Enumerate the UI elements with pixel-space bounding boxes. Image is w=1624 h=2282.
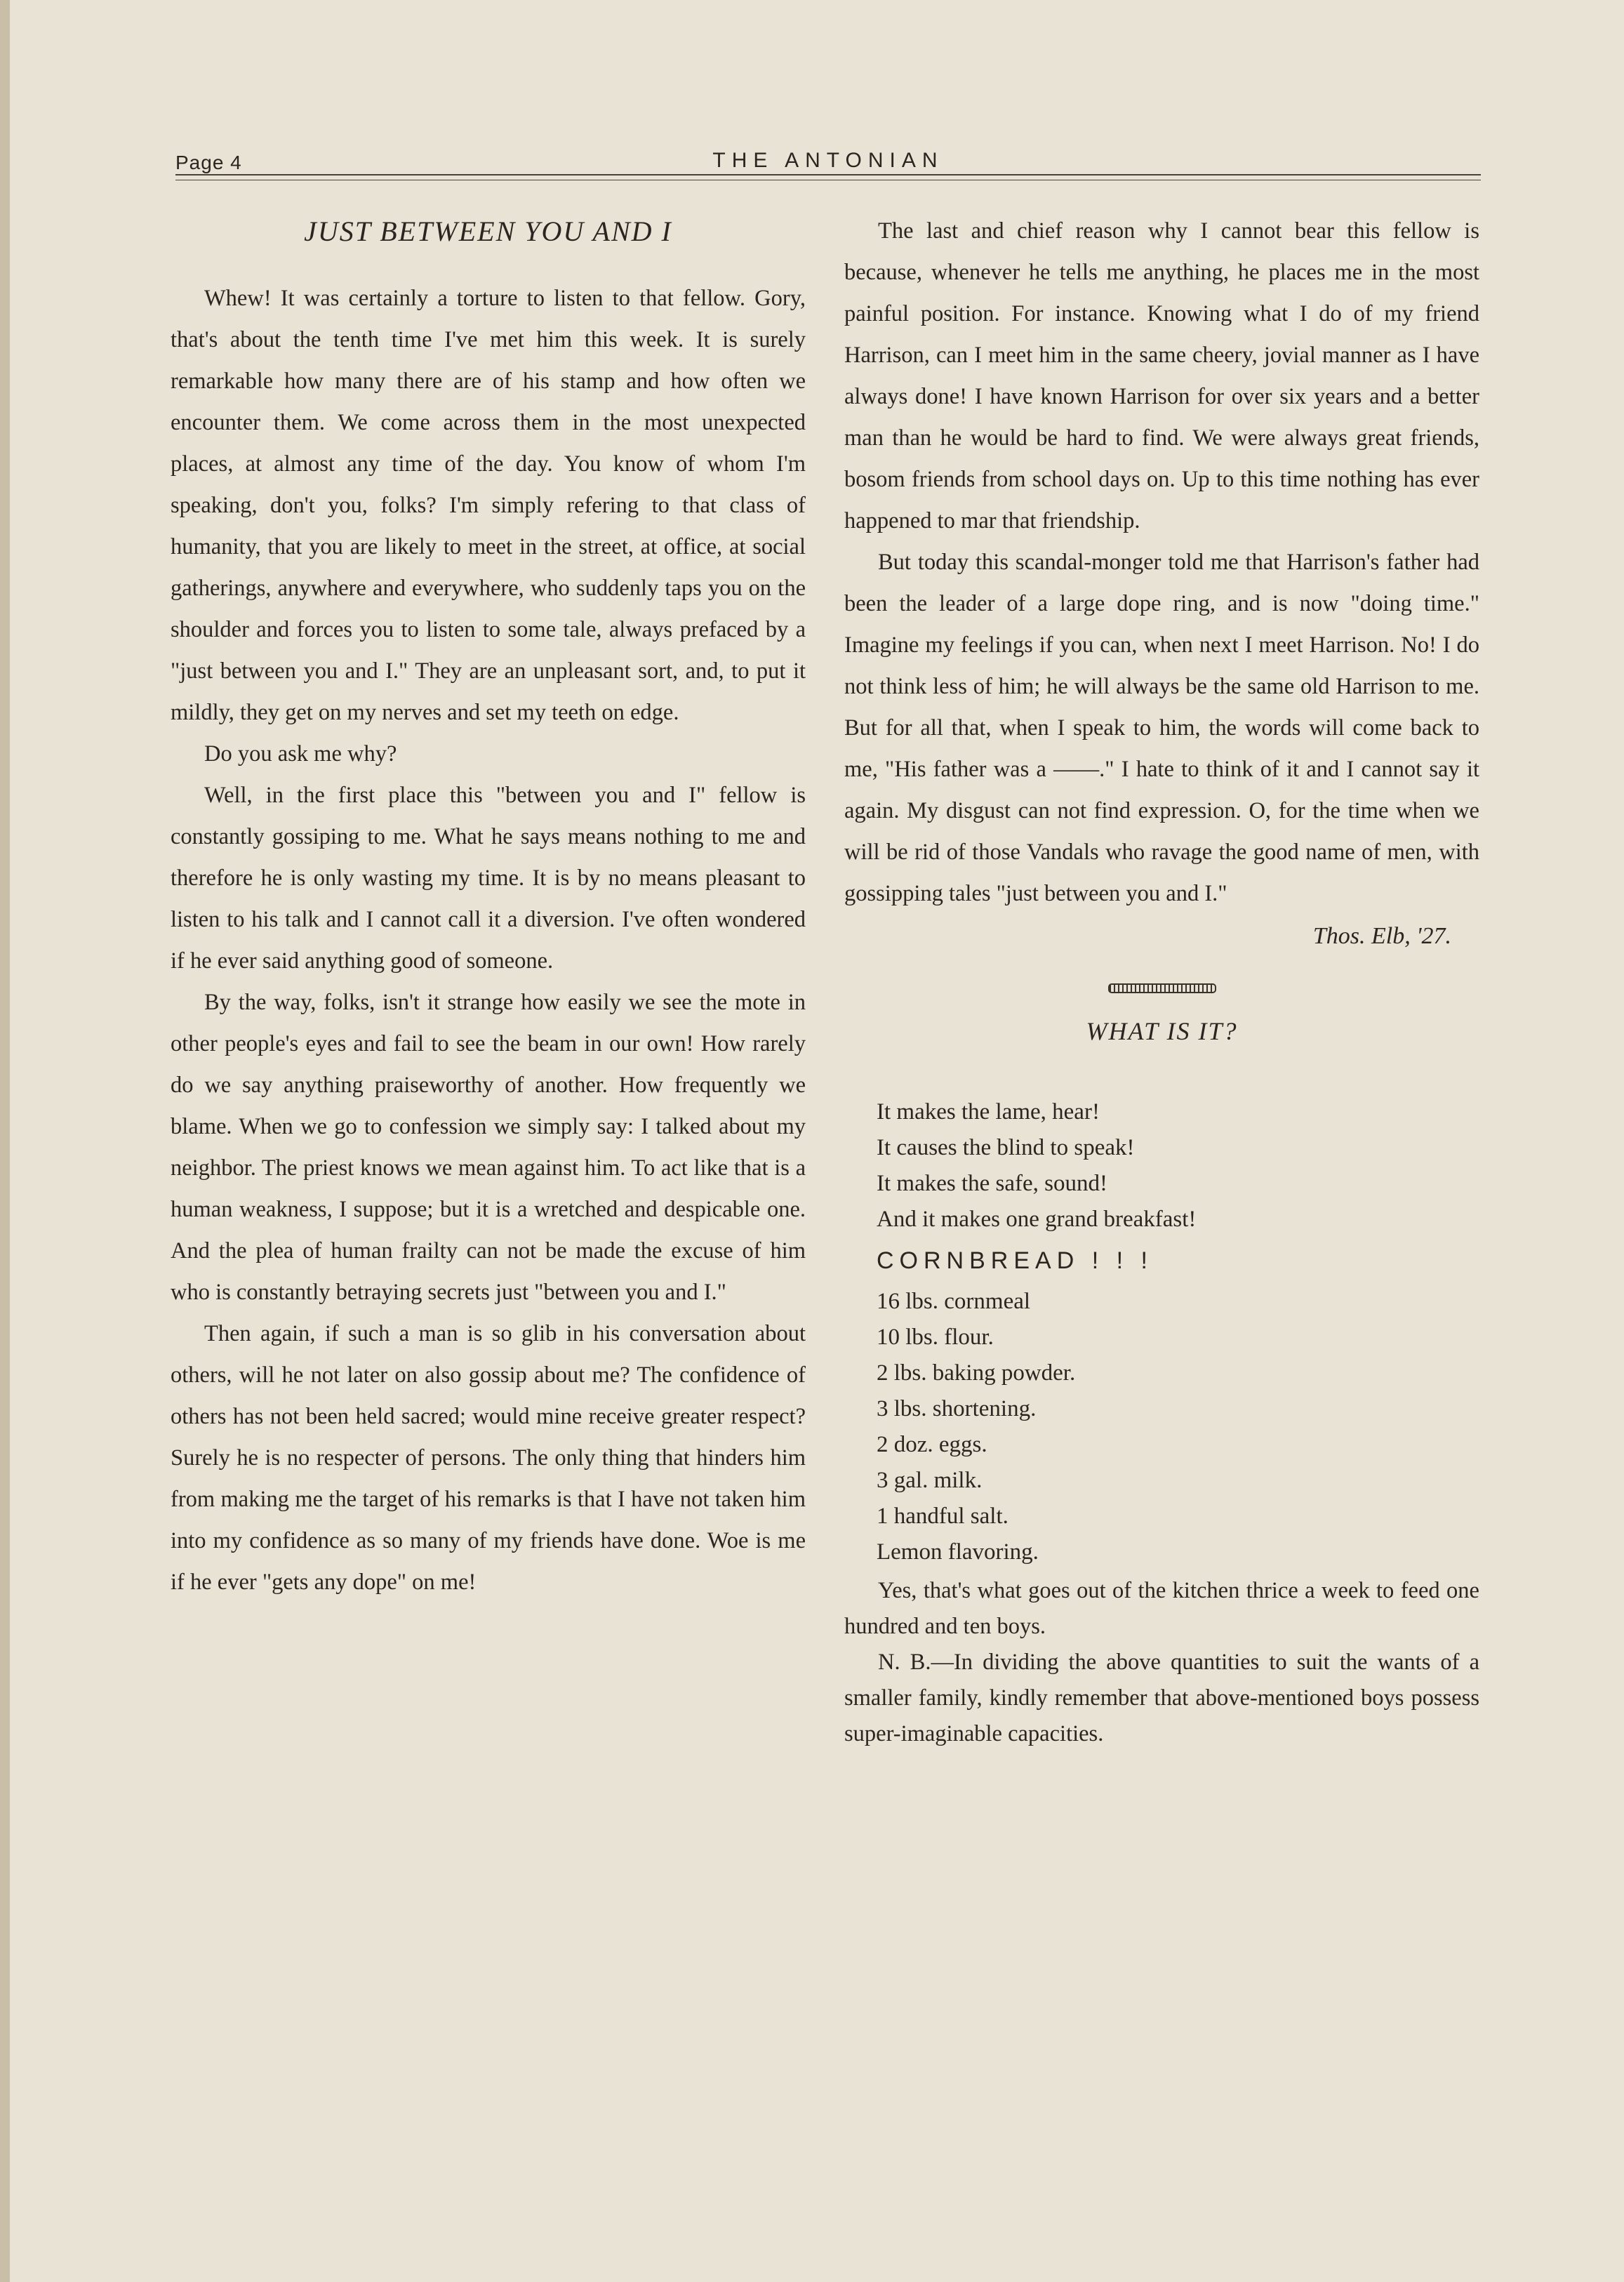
paragraph: Yes, that's what goes out of the kitchen thrice a week to feed one hundred and ten boys.: [844, 1578, 1479, 1639]
header-rule: [175, 174, 1481, 175]
ingredient: 1 handful salt.: [877, 1504, 1009, 1529]
paragraph: Well, in the first place this "between you and I" fellow is constantly gossiping to me. What he says means nothing to me and therefore he is only wasting my time. It is by no means pleasant to listen to his talk and I cannot call it a diversion. I've often wondered if he ever said anything good of someone.: [171, 783, 806, 974]
ingredient: 3 lbs. shortening.: [877, 1396, 1037, 1421]
ingredient: 3 gal. milk.: [877, 1468, 983, 1493]
article-title: JUST BETWEEN YOU AND I: [304, 215, 672, 247]
ingredient: Lemon flavoring.: [877, 1539, 1039, 1565]
riddle: [844, 1094, 1479, 1284]
ingredient: 16 lbs. cornmeal: [877, 1289, 1031, 1314]
paragraph: By the way, folks, isn't it strange how easily we see the mote in other people's eyes and fail to see the beam in our own! How rarely do we say anything praiseworthy of another. How frequently we blame. When we go to confession we simply say: I talked about my neighbor. The priest knows we mean against him. To act like that is a human weakness, I suppose; but it is a wretched and despicable one. And the plea of human frailty can not be made the excuse of him who is constantly betraying secrets just "between you and I.": [171, 990, 806, 1305]
paragraph: Whew! It was certainly a torture to listen to that fellow. Gory, that's about the tenth time I've met him this week. It is surely remarkable how many there are of his stamp and how often we encounter them. We come across them in the most unexpected places, at almost any time of the day. You know of whom I'm speaking, don't you, folks? I'm simply refering to that class of humanity, that you are likely to meet in the street, at office, at social gatherings, anywhere and everywhere, who suddenly taps you on the shoulder and forces you to listen to some tale, always prefaced by a "just between you and I." They are an unpleasant sort, and, to put it mildly, they get on my nerves and set my teeth on edge.: [171, 286, 806, 725]
riddle-line: It makes the lame, hear!: [877, 1099, 1100, 1125]
page-edge: [0, 0, 10, 2282]
ingredient-list: [844, 1284, 1479, 1570]
ingredient: 2 lbs. baking powder.: [877, 1360, 1076, 1386]
divider-ornament: [844, 979, 1479, 993]
riddle-line: It causes the blind to speak!: [877, 1135, 1135, 1160]
riddle-answer: CORNBREAD ! ! !: [877, 1247, 1153, 1274]
left-column: [171, 211, 806, 1603]
right-column: [844, 211, 1479, 1752]
masthead: THE ANTONIAN: [712, 149, 944, 172]
riddle-line: And it makes one grand breakfast!: [877, 1207, 1197, 1232]
ingredient: 10 lbs. flour.: [877, 1325, 994, 1350]
paragraph: But today this scandal-monger told me that Harrison's father had been the leader of a large dope ring, and is now "doing time." Imagine my feelings if you can, when next I meet Harrison. No! I do not think less of him; he will always be the same old Harrison to me. But for all that, when I speak to him, the words will come back to me, "His father was a ——." I hate to think of it and I cannot say it again. My disgust can not find expression. O, for the time when we will be rid of those Vandals who ravage the good name of men, with gossipping tales "just between you and I.": [844, 550, 1479, 906]
page-number: Page 4: [175, 152, 242, 173]
riddle-line: It makes the safe, sound!: [877, 1171, 1107, 1196]
paragraph: Then again, if such a man is so glib in his conversation about others, will he not later on also gossip about me? The confidence of others has not been held sacred; would mine receive greater respect? Surely he is no respecter of persons. The only thing that hinders him from making me the target of his remarks is that I have not taken him into my confidence as so many of my friends have done. Woe is me if he ever "gets any dope" on me!: [171, 1321, 806, 1595]
signature: Thos. Elb, '27.: [1312, 923, 1451, 949]
paragraph: Do you ask me why?: [204, 741, 397, 767]
article-title: WHAT IS IT?: [1086, 1017, 1238, 1045]
ingredient: 2 doz. eggs.: [877, 1432, 987, 1457]
paragraph: The last and chief reason why I cannot bear this fellow is because, whenever he tells me anything, he places me in the most painful position. For instance. Knowing what I do of my friend Harrison, can I meet him in the same cheery, jovial manner as I have always done! I have known Harrison for over six years and a better man than he would be hard to find. We were always great friends, bosom friends from school days on. Up to this time nothing has ever happened to mar that friendship.: [844, 218, 1479, 533]
paragraph: N. B.—In dividing the above quantities to suit the wants of a smaller family, kindly remember that above-mentioned boys possess super-imaginable capacities.: [844, 1650, 1479, 1746]
